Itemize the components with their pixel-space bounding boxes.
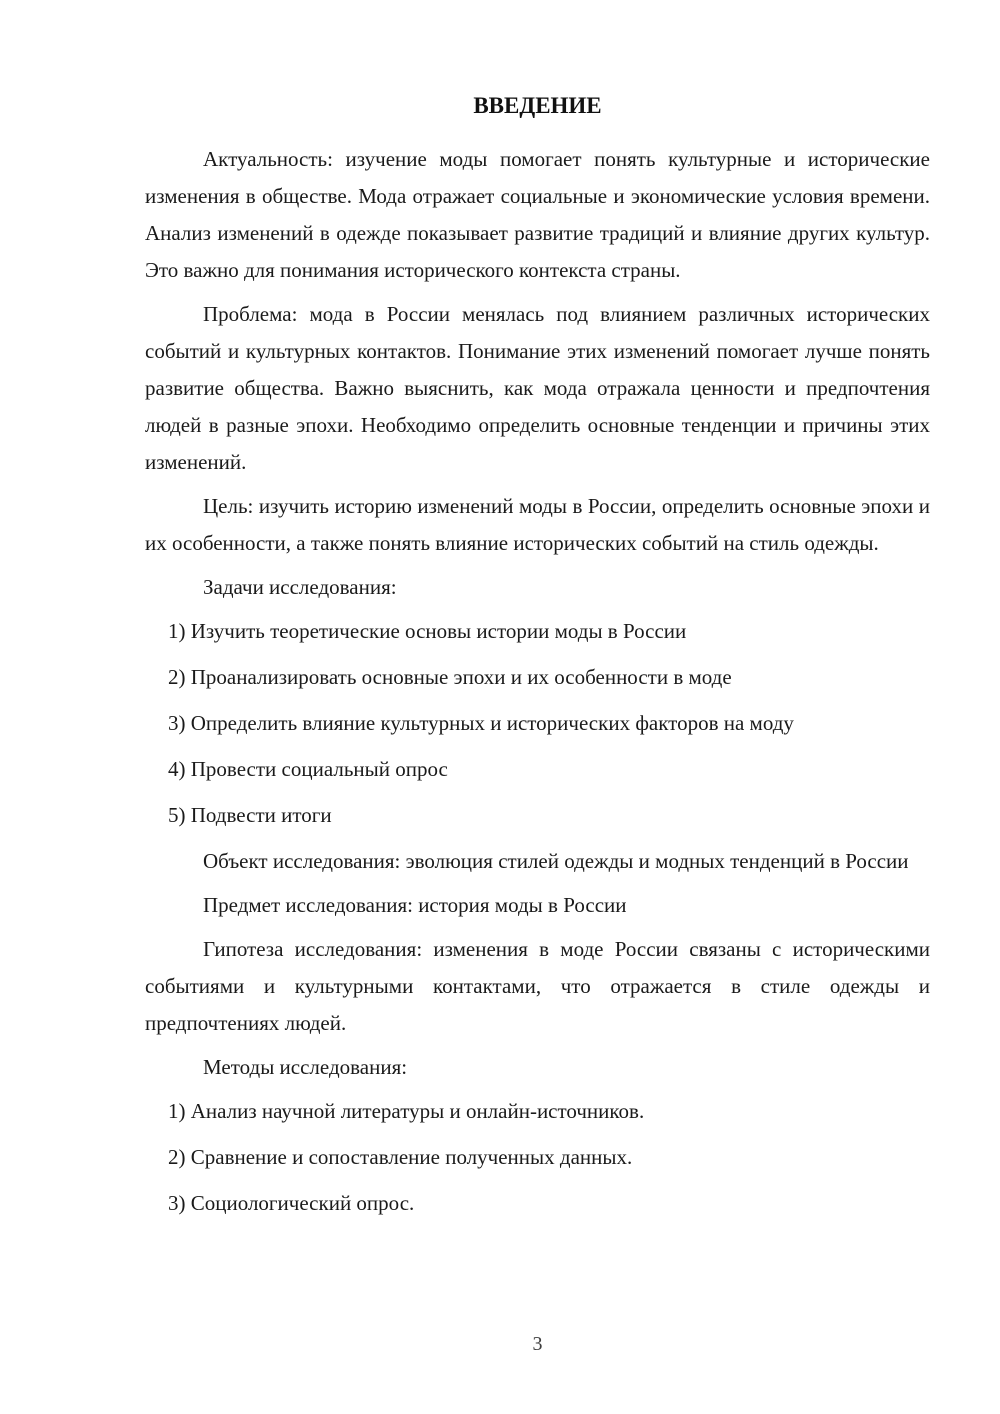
paragraph-problem: Проблема: мода в России менялась под влиянием различных исторических событий и культурных контактов. Понимание этих изменений помогает лучше понять развитие общества. Важно выяснить, как мода отражала ценности и предпочтения людей в разные эпохи. Необходимо определить основные тенденции и причины этих изменений. — [145, 302, 930, 474]
document-title: ВВЕДЕНИЕ — [473, 93, 602, 118]
page-number: 3 — [532, 1333, 543, 1355]
task-item-5: 5) Подвести итоги — [168, 803, 332, 827]
document-content — [145, 93, 930, 1231]
task-item-3: 3) Определить влияние культурных и исторических факторов на моду — [168, 711, 794, 735]
method-item-2: 2) Сравнение и сопоставление полученных данных. — [168, 1145, 633, 1169]
paragraph-relevance: Актуальность: изучение моды помогает понять культурные и исторические изменения в обществе. Мода отражает социальные и экономические условия времени. Анализ изменений в одежде показывает развитие традиций и влияние других культур. Это важно для понимания исторического контекста страны. — [145, 147, 930, 282]
heading-tasks: Задачи исследования: — [203, 575, 397, 599]
method-item-3: 3) Социологический опрос. — [168, 1191, 415, 1215]
paragraph-hypothesis: Гипотеза исследования: изменения в моде России связаны с историческими событиями и культурными контактами, что отражается в стиле одежды и предпочтениях людей. — [145, 937, 930, 1035]
heading-methods: Методы исследования: — [203, 1055, 408, 1079]
paragraph-object: Объект исследования: эволюция стилей одежды и модных тенденций в России — [203, 849, 909, 873]
task-item-4: 4) Провести социальный опрос — [168, 757, 448, 781]
task-item-1: 1) Изучить теоретические основы истории моды в России — [168, 619, 687, 643]
task-item-2: 2) Проанализировать основные эпохи и их особенности в моде — [168, 665, 732, 689]
method-item-1: 1) Анализ научной литературы и онлайн-источников. — [168, 1099, 645, 1123]
paragraph-goal: Цель: изучить историю изменений моды в России, определить основные эпохи и их особенности, а также понять влияние исторических событий на стиль одежды. — [145, 494, 930, 555]
paragraph-subject: Предмет исследования: история моды в России — [203, 893, 627, 917]
